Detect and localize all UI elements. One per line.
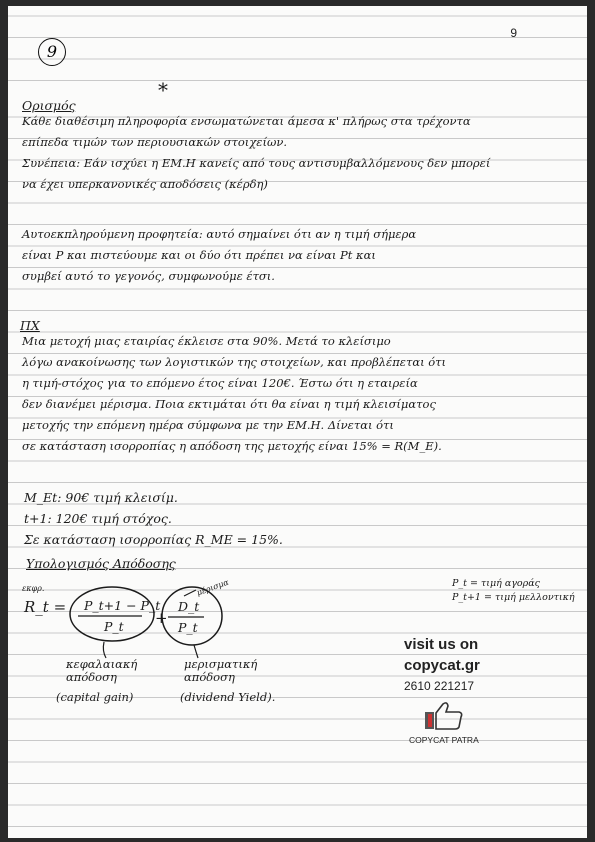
page-number: 9 xyxy=(510,26,517,40)
given-line: Σε κατάσταση ισορροπίας R_ME = 15%. xyxy=(24,532,283,547)
text-line: μετοχής την επόμενη ημέρα σύμφωνα με την ΕΜ.Η. Δίνεται ότι xyxy=(22,418,394,432)
given-line: t+1: 120€ τιμή στόχος. xyxy=(24,511,172,526)
fraction-numerator: P_t+1 − P_t xyxy=(84,598,161,613)
text-line: δεν διανέμει μέρισμα. Ποια εκτιμάται ότι θα είναι η τιμή κλεισίματος xyxy=(22,397,436,411)
side-note: P_t = τιμή αγοράς xyxy=(452,578,540,589)
text-line: Αυτοεκπληρούμενη προφητεία: αυτό σημαίνει ότι αν η τιμή σήμερα xyxy=(22,227,417,241)
circled-page-number: 9 xyxy=(38,38,66,66)
text-line: Κάθε διαθέσιμη πληροφορία ενσωματώνεται άμεσα κ' πλήρως στα τρέχοντα xyxy=(22,114,471,128)
example-label: ΠΧ xyxy=(20,318,40,333)
dividend-yield-greek: μερισματική απόδοση xyxy=(184,657,258,684)
plus-sign: + xyxy=(155,609,168,627)
capital-gain-greek: κεφαλαιακή απόδοση xyxy=(66,657,138,684)
calc-heading: Υπολογισμός Απόδοσης xyxy=(26,556,176,571)
advert-phone: 2610 221217 xyxy=(404,679,475,693)
dividend-yield-english: (dividend Yield). xyxy=(180,690,276,704)
text-line: επίπεδα τιμών των περιουσιακών στοιχείων. xyxy=(22,135,287,149)
formula-circles xyxy=(8,6,587,838)
fraction-denominator: P_t xyxy=(104,619,124,634)
text-line: σε κατάσταση ισορροπίας η απόδοση της μετοχής είναι 15% = R(M_E). xyxy=(22,439,442,453)
text-line: η τιμή-στόχος για το επόμενο έτος είναι 120€. Έστω ότι η εταιρεία xyxy=(22,376,418,390)
text-line: λόγω ανακοίνωσης των λογιστικών της στοιχείων, και προβλέπεται ότι xyxy=(22,355,447,369)
text-line: Μια μετοχή μιας εταιρίας έκλεισε στα 90%. Μετά το κλείσιμο xyxy=(22,334,391,348)
dividend-note: μέρισμα xyxy=(195,577,230,598)
thumbs-up-icon xyxy=(423,700,465,732)
advert-website: copycat.gr xyxy=(404,657,480,674)
capital-gain-english: (capital gain) xyxy=(56,690,134,704)
notebook-page xyxy=(8,6,587,838)
advert-line: visit us on xyxy=(404,636,479,653)
text-line: συμβεί αυτό το γεγονός, συμφωνούμε έτσι. xyxy=(22,269,275,283)
text-line: να έχει υπερκανονικές αποδόσεις (κέρδη) xyxy=(22,177,268,191)
side-note: P_t+1 = τιμή μελλοντική xyxy=(452,592,575,603)
dividend-denominator: P_t xyxy=(178,620,198,635)
text-line: είναι P και πιστεύουμε και οι δύο ότι πρέπει να είναι Pt και xyxy=(22,248,376,262)
text-line: Συνέπεια: Εάν ισχύει η ΕΜ.Η κανείς από τους αντισυμβαλλόμενους δεν μπορεί xyxy=(22,156,491,170)
advert-brand: COPYCAT PATRA xyxy=(409,735,479,745)
dividend-numerator: D_t xyxy=(178,599,200,614)
calc-prefix: εκφρ. xyxy=(22,584,45,593)
star-mark: * xyxy=(158,78,168,102)
return-symbol: R_t = xyxy=(24,598,67,616)
definition-heading: Ορισμός xyxy=(22,98,76,113)
given-line: Μ_Εt: 90€ τιμή κλεισίμ. xyxy=(24,490,178,505)
